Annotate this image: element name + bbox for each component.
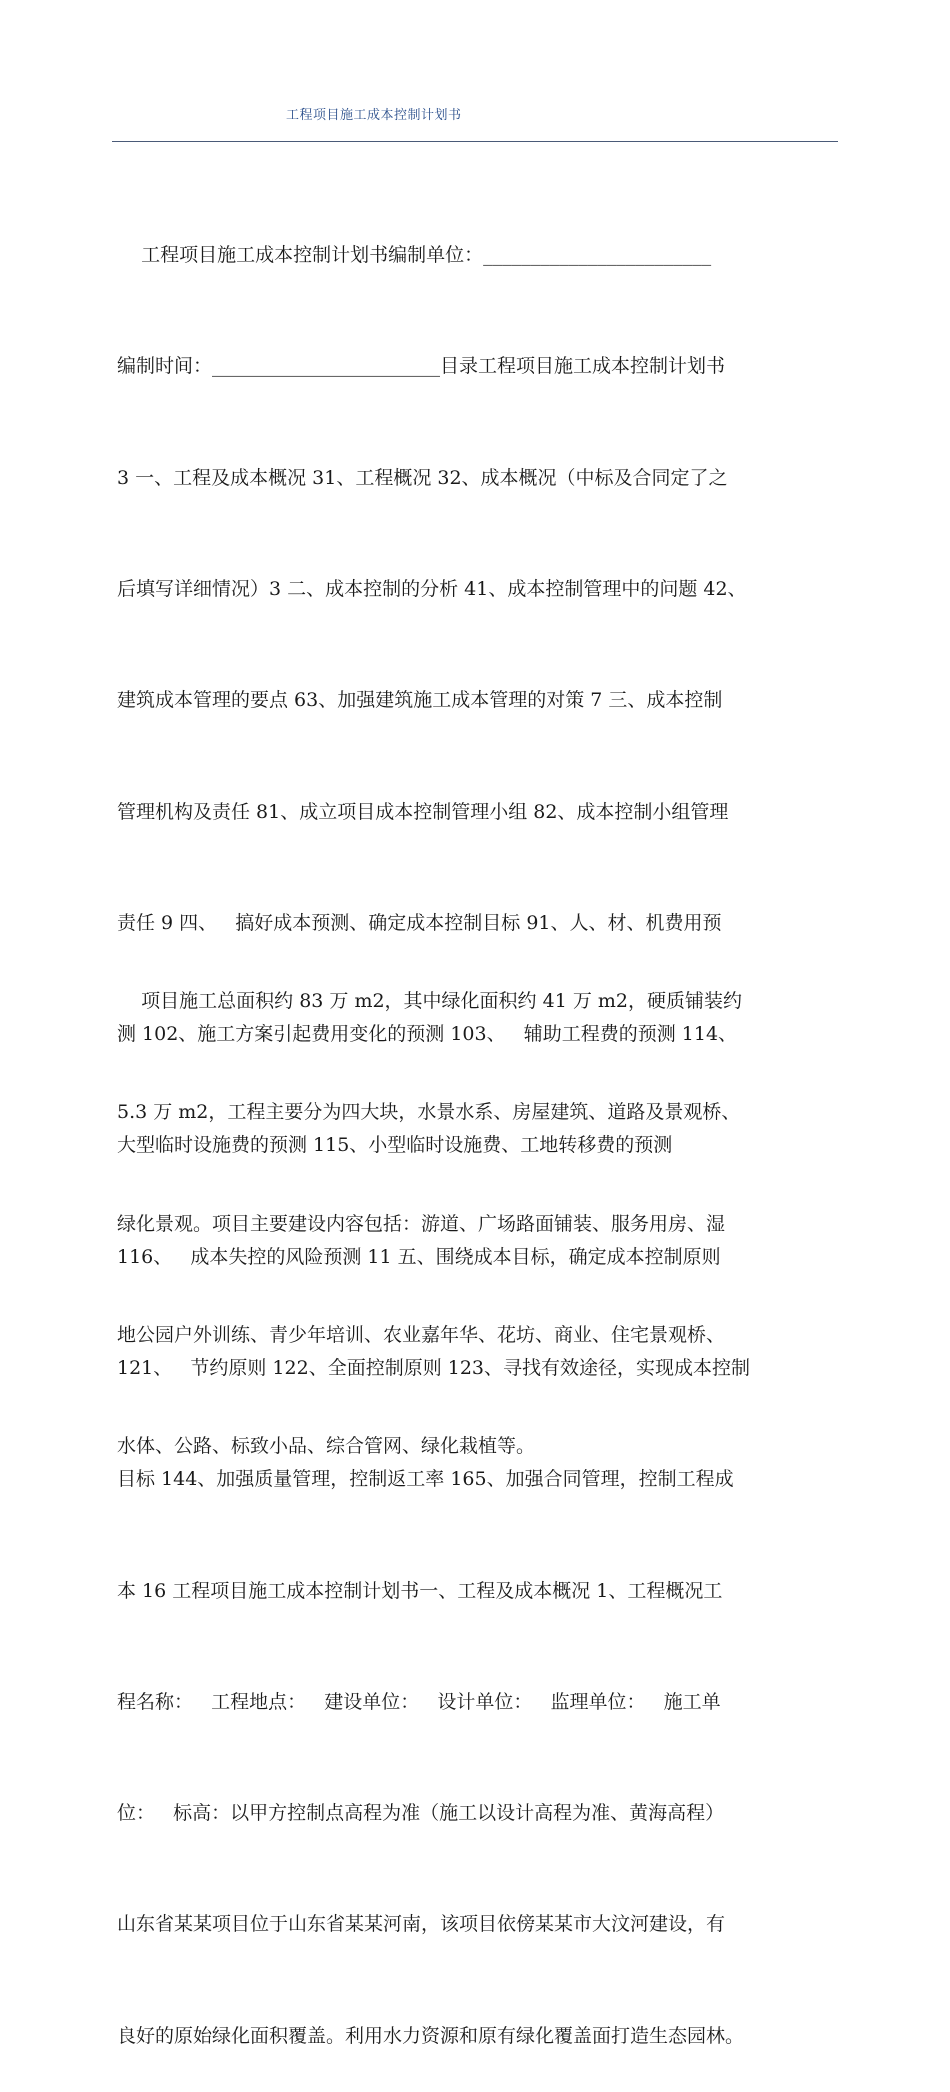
text-line: 编制时间：________________________目录工程项目施工成本控制计划书 <box>117 355 726 378</box>
text-line: 测 102、施工方案引起费用变化的预测 103、 辅助工程费的预测 114、 <box>117 1023 738 1046</box>
running-header-title: 工程项目施工成本控制计划书 <box>286 108 462 123</box>
text-line: 本 16 工程项目施工成本控制计划书一、工程及成本概况 1、工程概况工 <box>117 1579 723 1602</box>
text-line: 项目施工总面积约 83 万 m2，其中绿化面积约 41 万 m2，硬质铺装约 <box>117 990 742 1013</box>
text-line: 后填写详细情况）3 二、成本控制的分析 41、成本控制管理中的问题 42、 <box>117 578 747 601</box>
text-line: 121、 节约原则 122、全面控制原则 123、寻找有效途径，实现成本控制 <box>117 1357 750 1379</box>
text-line: 地公园户外训练、青少年培训、农业嘉年华、花坊、商业、住宅景观桥、 <box>117 1324 726 1347</box>
text-line: 5.3 万 m2，工程主要分为四大块，水景水系、房屋建筑、道路及景观桥、 <box>117 1101 741 1124</box>
paragraph-project-overview <box>117 909 852 1503</box>
text-line: 目标 144、加强质量管理，控制返工率 165、加强合同管理，控制工程成 <box>117 1468 734 1491</box>
text-line: 建筑成本管理的要点 63、加强建筑施工成本管理的对策 7 三、成本控制 <box>117 689 723 712</box>
text-line: 责任 9 四、 搞好成本预测、确定成本控制目标 91、人、材、机费用预 <box>117 911 722 934</box>
text-line: 绿化景观。项目主要建设内容包括：游道、广场路面铺装、服务用房、湿 <box>117 1212 726 1235</box>
text-line: 山东省某某项目位于山东省某某河南，该项目依傍某某市大汶河建设，有 <box>117 1913 726 1936</box>
header-divider <box>112 141 838 142</box>
text-line: 程名称： 工程地点： 建设单位： 设计单位： 监理单位： 施工单 <box>117 1690 721 1713</box>
text-line: 管理机构及责任 81、成立项目成本控制管理小组 82、成本控制小组管理 <box>117 800 729 823</box>
text-line: 水体、公路、标致小品、综合管网、绿化栽植等。 <box>117 1435 536 1458</box>
text-line: 工程项目施工成本控制计划书编制单位：________________________ <box>117 244 712 267</box>
text-line: 3 一、工程及成本概况 31、工程概况 32、成本概况（中标及合同定了之 <box>117 466 728 489</box>
text-line: 大型临时设施费的预测 115、小型临时设施费、工地转移费的预测 <box>117 1134 673 1157</box>
text-line: 良好的原始绿化面积覆盖。利用水力资源和原有绿化覆盖面打造生态园林。 <box>117 2024 745 2047</box>
text-line: 位： 标高：以甲方控制点高程为准（施工以设计高程为准、黄海高程） <box>117 1802 725 1825</box>
text-line: 116、 成本失控的风险预测 11 五、围绕成本目标，确定成本控制原则 <box>117 1245 721 1268</box>
